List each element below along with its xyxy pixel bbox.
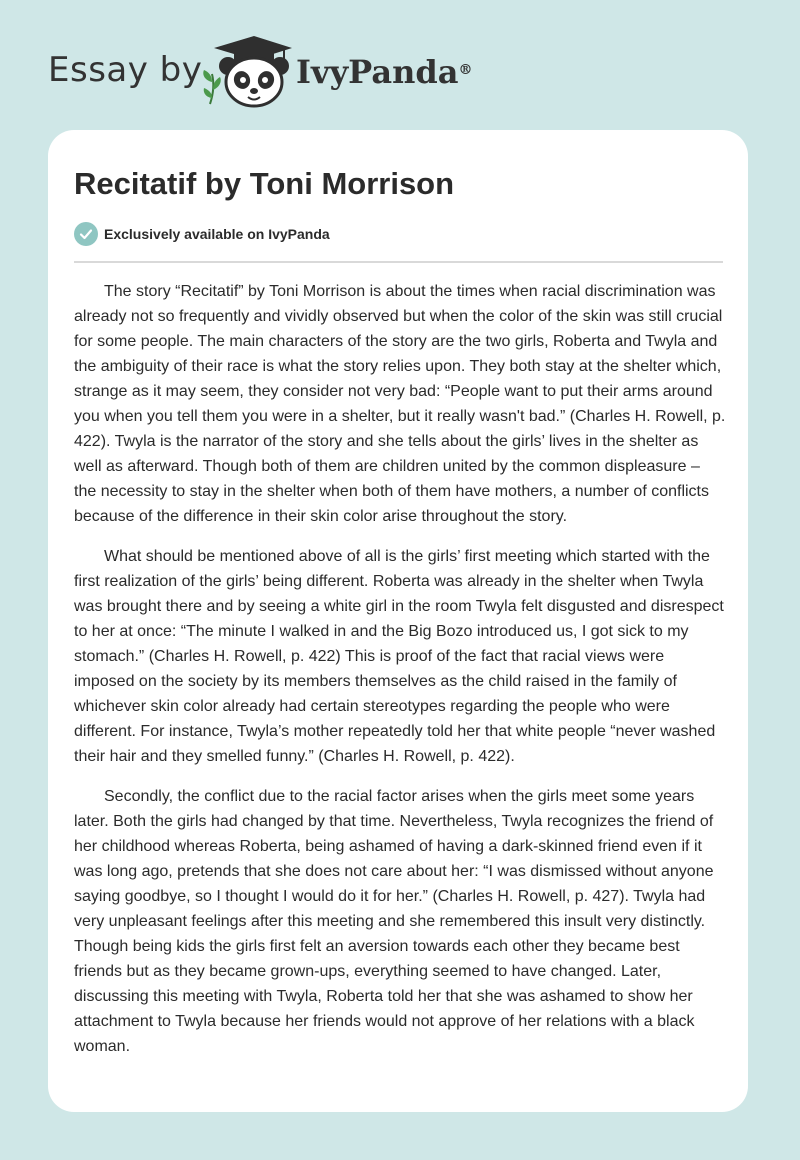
essay-by-label: Essay by <box>48 50 203 90</box>
exclusive-label: Exclusively available on IvyPanda <box>104 226 330 242</box>
paragraph: What should be mentioned above of all is the girls’ first meeting which started with the first realization of the girls’ being different. Roberta was already in the shelter when Twyla was brought there and by seeing a white girl in the room Twyla felt disgusted and disrespect to her at once: “The minute I walked in and the Big Bozo introduced us, I got sick to my stomach.” (Charles H. Rowell, p. 422) This is proof of the fact that racial views were imposed on the society by its members themselves as the child raised in the family of whichever skin color already had certain stereotypes regarding the people who were different. For instance, Twyla’s mother repeatedly told her that white people “never washed their hair and they smelled funny.” (Charles H. Rowell, p. 422). <box>74 548 724 765</box>
divider <box>74 261 723 263</box>
panda-graduate-logo-icon[interactable] <box>200 34 292 110</box>
brand-text: IvyPanda <box>296 53 459 91</box>
check-icon <box>74 222 98 246</box>
brand-name[interactable] <box>296 52 472 92</box>
exclusive-badge <box>74 222 330 246</box>
essay-body <box>74 279 726 1074</box>
site-header <box>0 0 800 120</box>
paragraph: The story “Recitatif” by Toni Morrison is about the times when racial discrimination was already not so frequently and vividly observed but when the color of the skin was still crucial for some people. The main characters of the story are the two girls, Roberta and Twyla and the ambiguity of their race is what the story relies upon. They both stay at the shelter which, strange as it may seem, they consider not very bad: “People want to put their arms around you when you tell them you were in a shelter, but it really wasn't bad.” (Charles H. Rowell, p. 422). Twyla is the narrator of the story and she tells about the girls’ lives in the shelter as well as afterward. Though both of them are children united by the common displeasure – the necessity to stay in the shelter when both of them have mothers, a number of conflicts because of the difference in their skin color arise throughout the story. <box>74 283 726 525</box>
registered-mark: ® <box>458 62 473 78</box>
paragraph: Secondly, the conflict due to the racial factor arises when the girls meet some years later. Both the girls had changed by that time. Nevertheless, Twyla recognizes the friend of her childhood whereas Roberta, being ashamed of having a dark-skinned friend even if it was long ago, pretends that she does not care about her: “I was dismissed without anyone saying goodbye, so I thought I would do it for her.” (Charles H. Rowell, p. 427). Twyla had very unpleasant feelings after this meeting and she remembered this insult very distinctly. Though being kids the girls first felt an aversion towards each other they became best friends but as they became grown-ups, everything seemed to have changed. Later, discussing this meeting with Twyla, Roberta told her that she was ashamed to show her attachment to Twyla because her friends would not approve of her relations with a black woman. <box>74 788 714 1055</box>
essay-card <box>48 130 748 1112</box>
page-title: Recitatif by Toni Morrison <box>74 166 455 201</box>
